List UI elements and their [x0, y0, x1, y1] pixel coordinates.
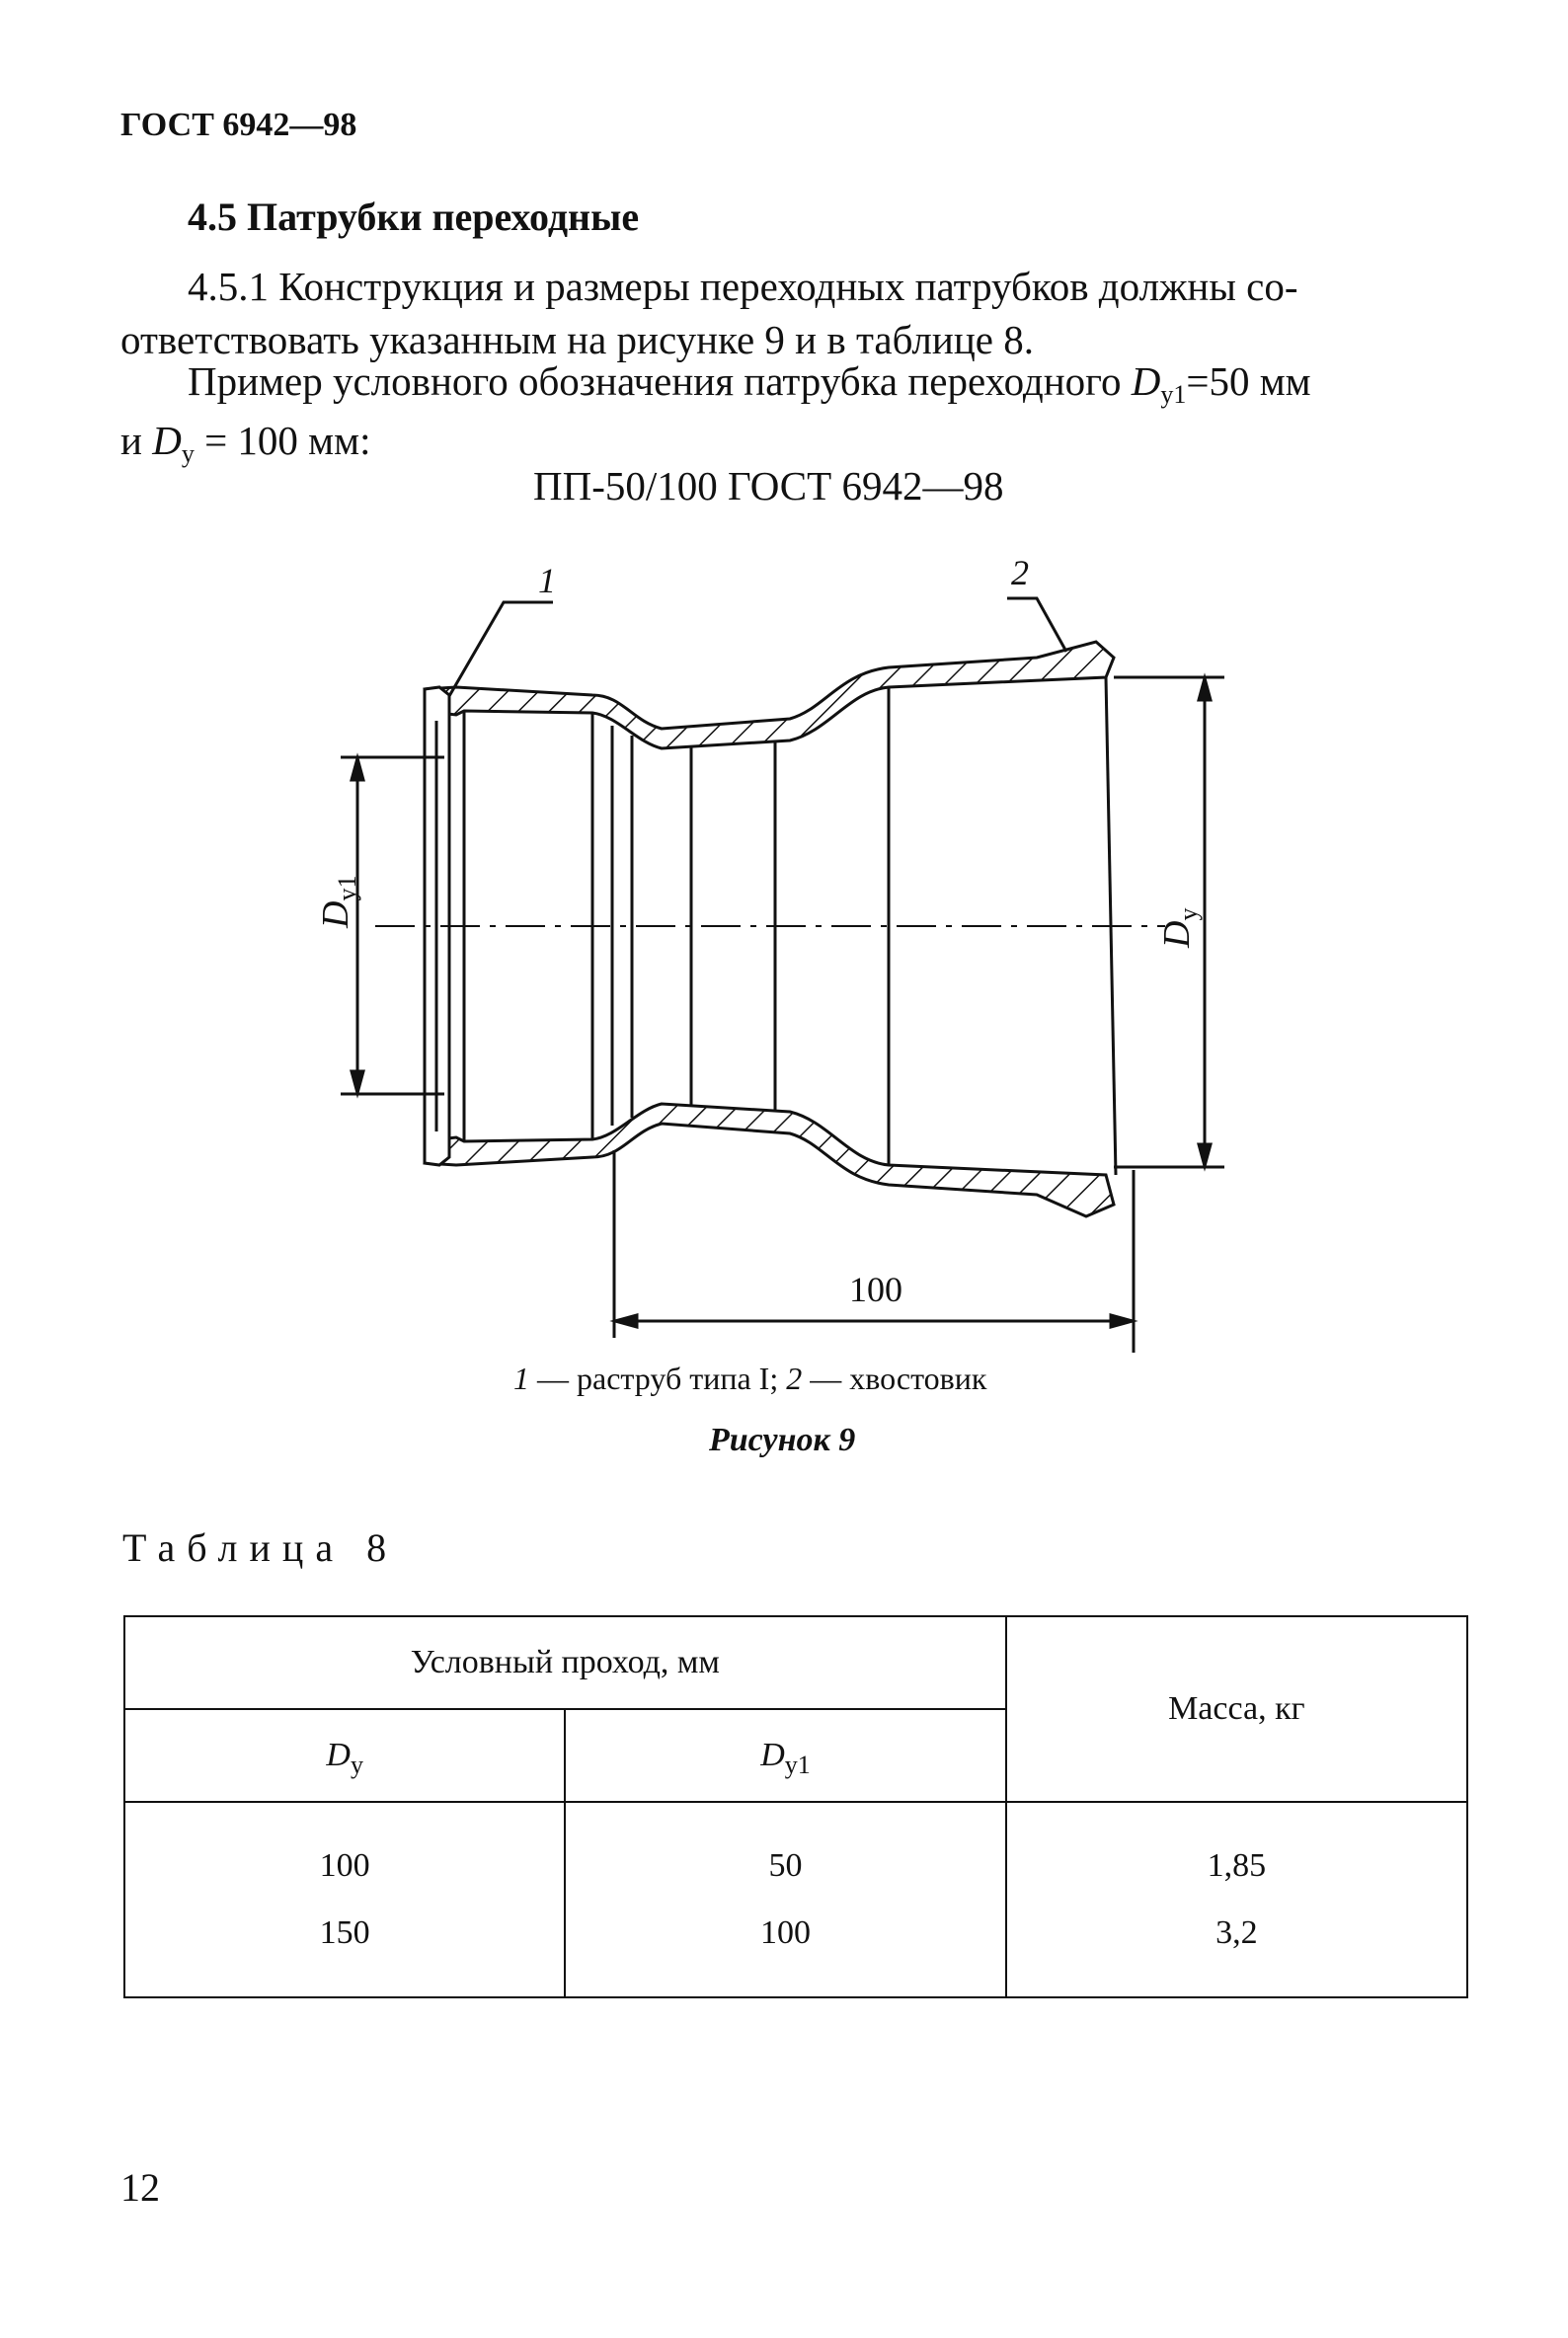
col-dy-values [124, 1802, 565, 1997]
col-dy-header [124, 1709, 565, 1802]
p3-post: =50 мм [1186, 358, 1311, 404]
col-mass-values [1006, 1802, 1467, 1997]
table-cell: 1,85 [1207, 1847, 1267, 1884]
table-cell: 150 [319, 1914, 370, 1951]
p4-sub: у [181, 439, 195, 468]
p3-var: D [1131, 358, 1161, 404]
p4-text: и [120, 418, 153, 463]
caption-num-1: 1 [513, 1361, 529, 1396]
table-label: Таблица 8 [122, 1525, 399, 1570]
callout-2: 2 [1011, 553, 1029, 592]
paragraph-line-2: ответствовать указанным на рисунке 9 и в таблице 8. [120, 317, 1034, 362]
col-dy1-sub: у1 [784, 1751, 811, 1779]
caption-num-2: 2 [786, 1361, 803, 1396]
dim-dy-sub: у [1174, 907, 1203, 921]
table-cell: 100 [759, 1914, 811, 1951]
col-dy1-var: D [760, 1737, 785, 1773]
dim-dy-var: D [1156, 920, 1198, 948]
page-number: 12 [120, 2165, 160, 2210]
paragraph-line-1: 4.5.1 Конструкция и размеры переходных патрубков должны со- [188, 264, 1298, 309]
callout-1: 1 [538, 561, 556, 600]
document-header: ГОСТ 6942—98 [120, 107, 357, 143]
dim-dy1-sub: у1 [333, 875, 361, 901]
pipe-wall-top [425, 642, 1114, 748]
dim-dy1-var: D [315, 900, 356, 928]
section-title: 4.5 Патрубки переходные [188, 195, 640, 239]
figure-title: Рисунок 9 [709, 1422, 856, 1458]
table-cell: 3,2 [1215, 1914, 1258, 1951]
paragraph-line-3 [188, 350, 1311, 413]
table-cell: 50 [768, 1847, 803, 1884]
p4-var: D [152, 418, 182, 463]
p3-text: Пример условного обозначения патрубка переходного [188, 358, 1132, 404]
figure-9-drawing [0, 533, 1568, 1363]
group-header: Условный проход, мм [124, 1616, 1006, 1709]
figure-caption [513, 1361, 986, 1397]
table-8 [123, 1615, 1468, 1998]
caption-text-1: — раструб типа I; [529, 1361, 787, 1396]
dim-dy-label [1156, 908, 1203, 949]
col-dy1-header [565, 1709, 1005, 1802]
table-cell: 100 [319, 1847, 370, 1884]
designation-example: ПП-50/100 ГОСТ 6942—98 [533, 463, 1004, 508]
col-dy-var: D [326, 1737, 351, 1773]
col-dy-sub: у [350, 1751, 363, 1779]
caption-text-2: — хвостовик [802, 1361, 987, 1396]
paragraph-line-4 [120, 409, 370, 472]
p3-sub: у1 [1160, 380, 1187, 409]
col-dy1-values [565, 1802, 1005, 1997]
p4-post: = 100 мм: [194, 418, 371, 463]
dim-length-label: 100 [849, 1270, 902, 1309]
mass-header: Масса, кг [1006, 1616, 1467, 1802]
pipe-wall-bottom [425, 1104, 1114, 1216]
dim-dy1-label [315, 876, 361, 929]
